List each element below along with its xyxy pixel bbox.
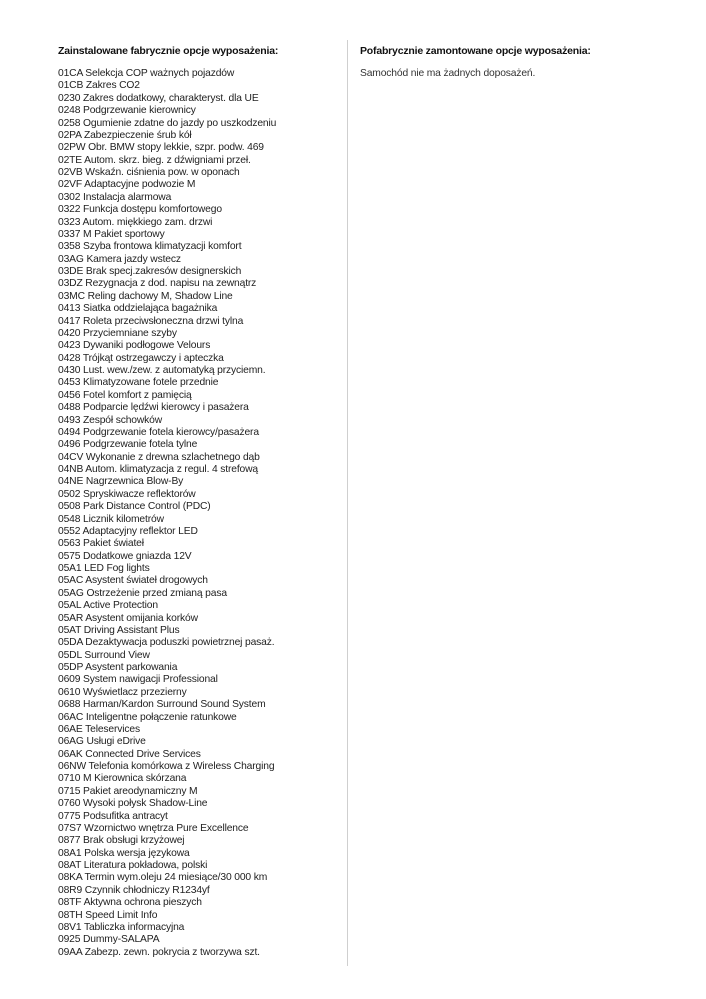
option-list-item: 05DP Asystent parkowania xyxy=(58,662,178,673)
option-list-item: 0248 Podgrzewanie kierownicy xyxy=(58,105,196,117)
option-list-item: 0502 Spryskiwacze reflektorów xyxy=(58,488,196,500)
option-list-item: 04NE Nagrzewnica Blow-By xyxy=(58,476,184,488)
option-list-item: 08TH Speed Limit Info xyxy=(58,909,158,921)
option-list-item: 01CA Selekcja COP ważnych pojazdów xyxy=(58,68,235,79)
option-list-item: 08R9 Czynnik chłodniczy R1234yf xyxy=(58,884,210,896)
option-list-item: 0710 M Kierownica skórzana xyxy=(58,773,187,785)
option-list-item: 04NB Autom. klimatyzacja z regul. 4 strefową xyxy=(58,464,258,475)
option-list-item: 05A1 LED Fog lights xyxy=(58,563,150,574)
option-list-item: 02VF Adaptacyjne podwozie M xyxy=(58,179,196,191)
aftermarket-options-column xyxy=(360,45,680,80)
option-list-item: 0494 Podgrzewanie fotela kierowcy/pasażera xyxy=(58,426,259,438)
option-list-item: 0508 Park Distance Control (PDC) xyxy=(58,501,211,513)
option-list-item: 0925 Dummy-SALAPA xyxy=(58,934,160,946)
option-list-item: 08AT Literatura pokładowa, polski xyxy=(58,860,208,871)
option-list-item: 05AT Driving Assistant Plus xyxy=(58,624,180,636)
option-list-item: 0610 Wyświetlacz przezierny xyxy=(58,686,187,698)
option-list-item: 01CB Zakres CO2 xyxy=(58,80,140,92)
option-list-item: 0302 Instalacja alarmowa xyxy=(58,191,172,203)
option-list-item: 06NW Telefonia komórkowa z Wireless Charging xyxy=(58,761,275,772)
option-list-item: 0417 Roleta przeciwsłoneczna drzwi tylna xyxy=(58,315,244,327)
option-list-item: 08A1 Polska wersja językowa xyxy=(58,847,190,859)
option-list-item: 03AG Kamera jazdy wstecz xyxy=(58,253,181,265)
option-list-item: 03MC Reling dachowy M, Shadow Line xyxy=(58,290,233,302)
option-list-item: 05AL Active Protection xyxy=(58,600,158,612)
option-list-item: 0775 Podsufitka antracyt xyxy=(58,810,168,822)
option-list-item: 0323 Autom. miękkiego zam. drzwi xyxy=(58,216,213,228)
factory-options-column xyxy=(58,45,338,959)
option-list-item: 05DL Surround View xyxy=(58,649,150,661)
option-list-item: 06AK Connected Drive Services xyxy=(58,748,201,760)
option-list-item: 0430 Lust. wew./zew. z automatyką przyciemn. xyxy=(58,365,266,376)
option-list-item: 0322 Funkcja dostępu komfortowego xyxy=(58,204,222,216)
aftermarket-options-note: Samochód nie ma żadnych doposażeń. xyxy=(360,68,536,79)
option-list-item: 0423 Dywaniki podłogowe Velours xyxy=(58,340,211,352)
option-list-item: 05AR Asystent omijania korków xyxy=(58,612,198,624)
option-list-item: 02PW Obr. BMW stopy lekkie, szpr. podw. 469 xyxy=(58,142,264,154)
column-divider xyxy=(347,40,348,966)
factory-options-list xyxy=(58,68,338,959)
option-list-item: 06AC Inteligentne połączenie ratunkowe xyxy=(58,711,237,723)
option-list-item: 03DZ Rezygnacja z dod. napisu na zewnątrz xyxy=(58,278,257,290)
option-list-item: 0552 Adaptacyjny reflektor LED xyxy=(58,525,198,537)
option-list-item: 02PA Zabezpieczenie śrub kół xyxy=(58,129,192,141)
option-list-item: 02VB Wskaźn. ciśnienia pow. w oponach xyxy=(58,167,240,178)
option-list-item: 0548 Licznik kilometrów xyxy=(58,513,164,525)
option-list-item: 05DA Dezaktywacja poduszki powietrznej pasaż. xyxy=(58,637,275,649)
option-list-item: 09AA Zabezp. zewn. pokrycia z tworzywa szt. xyxy=(58,946,260,958)
option-list-item: 06AE Teleservices xyxy=(58,723,140,735)
option-list-item: 0258 Ogumienie zdatne do jazdy po uszkodzeniu xyxy=(58,117,277,129)
option-list-item: 08KA Termin wym.oleju 24 miesiące/30 000 km xyxy=(58,872,268,884)
option-list-item: 0456 Fotel komfort z pamięcią xyxy=(58,389,192,401)
option-list-item: 04CV Wykonanie z drewna szlachetnego dąb xyxy=(58,451,260,463)
option-list-item: 06AG Usługi eDrive xyxy=(58,736,146,748)
option-list-item: 0760 Wysoki połysk Shadow-Line xyxy=(58,798,208,810)
option-list-item: 08V1 Tabliczka informacyjna xyxy=(58,921,185,933)
option-list-item: 0420 Przyciemniane szyby xyxy=(58,327,177,339)
option-list-item: 0453 Klimatyzowane fotele przednie xyxy=(58,377,219,389)
option-list-item: 0715 Pakiet areodynamiczny M xyxy=(58,785,198,797)
option-list-item: 0877 Brak obsługi krzyżowej xyxy=(58,835,185,847)
option-list-item: 0575 Dodatkowe gniazda 12V xyxy=(58,550,192,562)
option-list-item: 03DE Brak specj.zakresów designerskich xyxy=(58,266,242,277)
option-list-item: 0337 M Pakiet sportowy xyxy=(58,228,165,240)
option-list-item: 0496 Podgrzewanie fotela tylne xyxy=(58,439,198,451)
option-list-item: 0493 Zespół schowków xyxy=(58,414,163,426)
option-list-item: 0358 Szyba frontowa klimatyzacji komfort xyxy=(58,241,242,253)
option-list-item: 02TE Autom. skrz. bieg. z dźwigniami przeł. xyxy=(58,154,251,166)
option-list-item: 05AG Ostrzeżenie przed zmianą pasa xyxy=(58,587,227,599)
option-list-item: 0413 Siatka oddzielająca bagażnika xyxy=(58,303,218,315)
aftermarket-options-heading: Pofabrycznie zamontowane opcje wyposażenia: xyxy=(360,45,591,57)
factory-options-heading: Zainstalowane fabrycznie opcje wyposażenia: xyxy=(58,45,279,57)
option-list-item: 0488 Podparcie lędźwi kierowcy i pasażera xyxy=(58,402,249,414)
option-list-item: 0563 Pakiet świateł xyxy=(58,538,144,550)
option-list-item: 0609 System nawigacji Professional xyxy=(58,674,218,686)
option-list-item: 0230 Zakres dodatkowy, charakteryst. dla UE xyxy=(58,92,259,104)
option-list-item: 07S7 Wzornictwo wnętrza Pure Excellence xyxy=(58,822,249,834)
option-list-item: 0428 Trójkąt ostrzegawczy i apteczka xyxy=(58,352,224,364)
option-list-item: 08TF Aktywna ochrona pieszych xyxy=(58,897,202,909)
option-list-item: 0688 Harman/Kardon Surround Sound System xyxy=(58,699,266,711)
option-list-item: 05AC Asystent świateł drogowych xyxy=(58,575,208,587)
